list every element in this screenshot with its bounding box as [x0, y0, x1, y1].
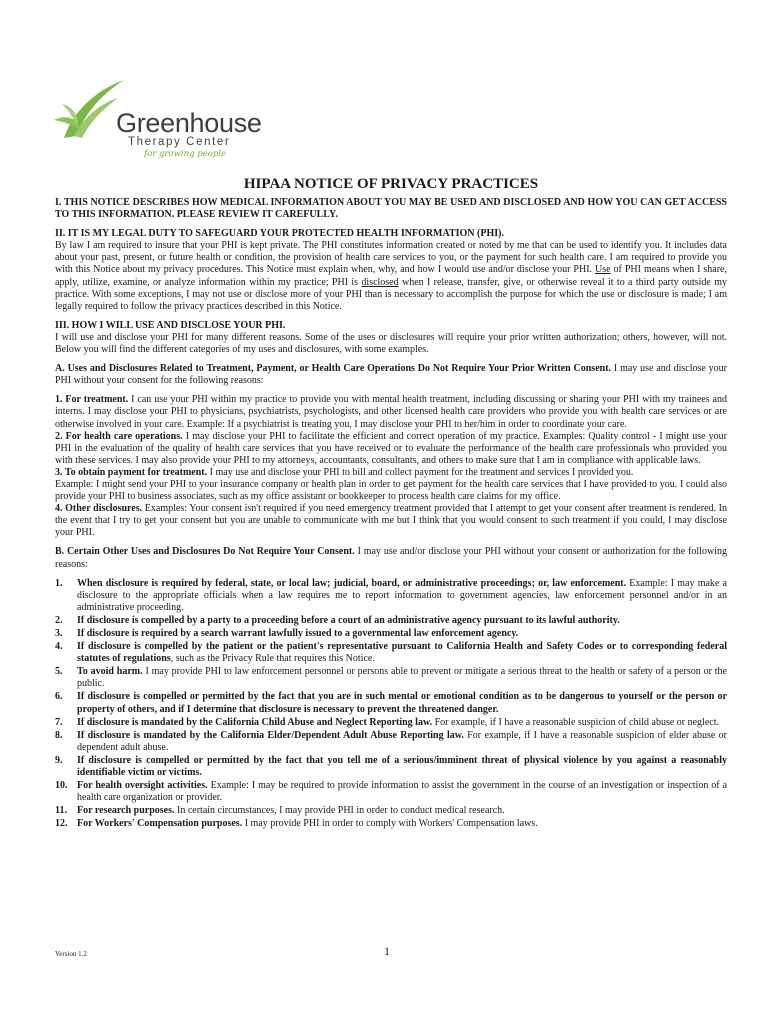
- list-item: 8. If disclosure is mandated by the California Elder/Dependent Adult Abuse Reporting law. For example, if I have a reasonable suspicion of elder abuse or dependent adult abuse.: [55, 729, 727, 753]
- list-item: 4. If disclosure is compelled by the patient or the patient's representative pursuant to California Health and Safety Codes or to corresponding federal statutes of regulations, such as the Privacy Rule that requires this Notice.: [55, 641, 727, 665]
- section-a-list: [55, 394, 727, 539]
- list-item: 5. To avoid harm. I may provide PHI to law enforcement personnel or persons able to prevent or mitigate a serious threat to the health or safety of a person or the public.: [55, 666, 727, 690]
- list-item: 11. For research purposes. In certain circumstances, I may provide PHI in order to conduct medical research.: [55, 805, 505, 817]
- section-1: I. THIS NOTICE DESCRIBES HOW MEDICAL INFORMATION ABOUT YOU MAY BE USED AND DISCLOSED AND HOW YOU CAN GET ACCESS TO THIS INFORMATION. PLEASE REVIEW IT CAREFULLY.: [55, 197, 727, 221]
- list-item: 2. For health care operations. I may disclose your PHI to facilitate the efficient and correct operation of my practice. Examples: Quality control - I might use your PHI in the evaluation of the quality of health care services that you have received or to evaluate the performance of the health care professionals who provided you with these services. I may also provide your PHI to my attorneys, accountants, consultants, and others to make sure that I am in compliance with applicable laws.: [55, 430, 728, 466]
- list-item: 9. If disclosure is compelled or permitted by the fact that you tell me of a serious/imminent threat of physical violence by you against a reasonably identifiable victim or victims.: [55, 754, 727, 779]
- logo-tagline: for growing people: [144, 149, 227, 159]
- section-3-body: I will use and disclose your PHI for many different reasons. Some of the uses or disclosures will require your prior written authorization; others, however, will not. Below you will find the different categories of my uses and disclosures, with some examples.: [55, 331, 727, 356]
- logo-name: Greenhouse: [116, 108, 262, 138]
- page-number: 1: [384, 944, 390, 958]
- section-b: B. Certain Other Uses and Disclosures Do Not Require Your Consent. I may use and/or disclose your PHI without your consent or authorization for the following reasons:: [55, 546, 727, 570]
- version-label: Version 1.2: [55, 950, 87, 958]
- list-item: 6. If disclosure is compelled or permitted by the fact that you are in such mental or emotional condition as to be dangerous to yourself or the person or property of others, and if I determine that disclosure is necessary to prevent the threatened danger.: [55, 691, 727, 715]
- list-item: 4. Other disclosures. Examples: Your consent isn't required if you need emergency treatment provided that I attempt to get your consent after treatment is rendered. In the event that I try to get your consent but you are unable to communicate with me but I think that you would consent to such treatment if you could, I may disclose your PHI.: [55, 503, 728, 539]
- list-item: 3. To obtain payment for treatment. I may use and disclose your PHI to bill and collect payment for the treatment and services I provided you.: [55, 466, 634, 478]
- section-3-heading: III. HOW I WILL USE AND DISCLOSE YOUR PHI.: [55, 319, 286, 331]
- logo: [52, 74, 262, 162]
- list-item: 7. If disclosure is mandated by the California Child Abuse and Neglect Reporting law. For example, if I have a reasonable suspicion of child abuse or neglect.: [55, 716, 719, 728]
- list-item: 10. For health oversight activities. Example: I may be required to provide information to assist the government in the course of an investigation or inspection of a health care organization or provider.: [55, 780, 728, 804]
- list-item: 1. When disclosure is required by federal, state, or local law; judicial, board, or administrative proceedings; or, law enforcement. Example: I may make a disclosure to the appropriate officials when a law requires me to report information to government agencies, law enforcement personnel and/or in an administrative proceeding.: [55, 577, 727, 613]
- list-item: 3. If disclosure is required by a search warrant lawfully issued to a governmental law enforcement agency.: [55, 628, 519, 639]
- section-2-body: By law I am required to insure that your PHI is kept private. The PHI constitutes information created or noted by me that can be used to identify you. It includes data about your past, present, or future health or condition, the provision of health care services to you, or the payment for such health care. I am required to provide you with this Notice about my privacy procedures. This Notice must explain when, why, and how I would use and/or disclose your PHI. Use of PHI means when I share, apply, utilize, examine, or analyze information within my practice; PHI is disclosed when I release, transfer, give, or otherwise reveal it to a third party outside my practice. With some exceptions, I may not use or disclose more of your PHI than is necessary to accomplish the purpose for which the use or disclosure is made; I am legally required to follow the privacy practices described in this Notice.: [55, 240, 727, 312]
- list-item: 12. For Workers' Compensation purposes. I may provide PHI in order to comply with Workers' Compensation laws.: [55, 818, 538, 830]
- list-item: 2. If disclosure is compelled by a party to a proceeding before a court of an administrative agency pursuant to its lawful authority.: [55, 614, 620, 626]
- notice-content: [55, 176, 727, 832]
- document-title: HIPAA NOTICE OF PRIVACY PRACTICES: [243, 176, 539, 192]
- section-2-heading: II. IT IS MY LEGAL DUTY TO SAFEGUARD YOUR PROTECTED HEALTH INFORMATION (PHI).: [55, 228, 504, 240]
- list-item: Example: I might send your PHI to your insurance company or health plan in order to get payment for the health care services that I have provided to you. I could also provide your PHI to business associates, such as my office assistant or bookkeeper to process health care claims for my office.: [55, 478, 727, 503]
- list-item: 1. For treatment. I can use your PHI within my practice to provide you with mental health treatment, including discussing or sharing your PHI with my trainees and interns. I may disclose your PHI to physicians, psychiatrists, psychologists, and other licensed health care providers who provide you with health care services or are otherwise involved in your care. Example: If a psychiatrist is treating you, I may disclose your PHI to her/him in order to coordinate your care.: [55, 394, 727, 430]
- section-a: A. Uses and Disclosures Related to Treatment, Payment, or Health Care Operations Do Not Require Your Prior Written Consent. I may use and disclose your PHI without your consent for the following reasons:: [55, 363, 727, 387]
- logo-subtitle: Therapy Center: [128, 136, 231, 148]
- section-b-list: [55, 578, 727, 831]
